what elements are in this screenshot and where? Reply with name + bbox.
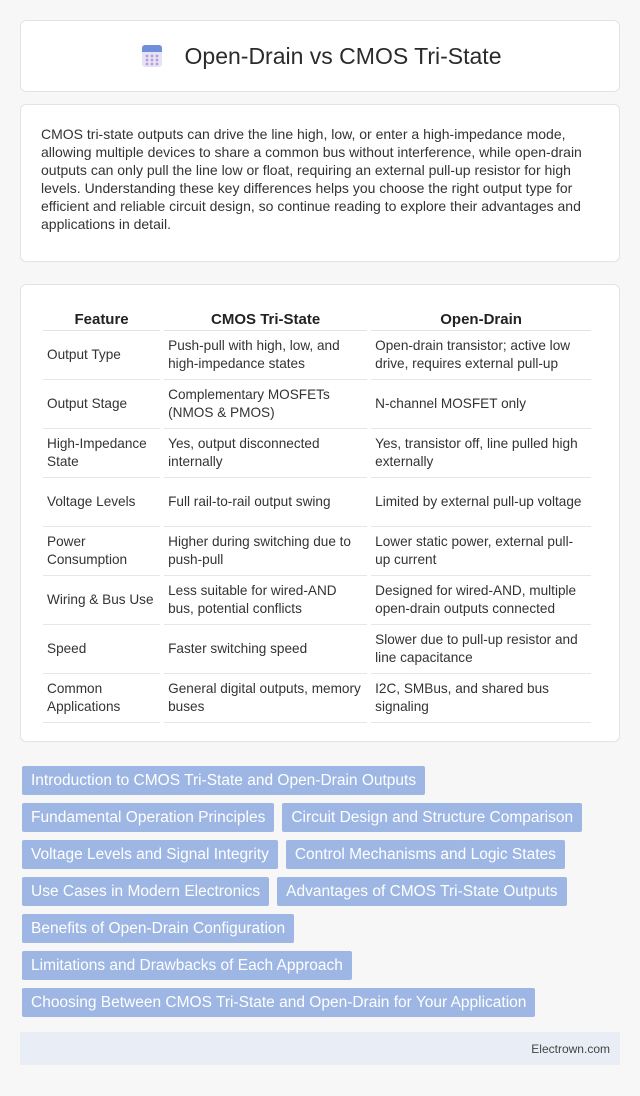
tag-row	[22, 840, 622, 869]
tag-link[interactable]: Limitations and Drawbacks of Each Approach	[22, 951, 352, 980]
tag-link[interactable]: Benefits of Open-Drain Configuration	[22, 914, 294, 943]
footer-brand[interactable]: Electrown.com	[531, 1041, 610, 1056]
table-row	[43, 625, 591, 674]
table-row	[43, 527, 591, 576]
cell-open-drain: Designed for wired-AND, multiple open-drain outputs connected	[371, 576, 591, 625]
cell-cmos: Higher during switching due to push-pull	[164, 527, 367, 576]
tag-link[interactable]: Fundamental Operation Principles	[22, 803, 274, 832]
tag-row	[22, 766, 622, 795]
header-feature: Feature	[43, 303, 160, 331]
cell-feature: Output Stage	[43, 380, 160, 429]
tag-row	[22, 914, 622, 943]
cell-open-drain: N-channel MOSFET only	[371, 380, 591, 429]
tag-link[interactable]: Advantages of CMOS Tri-State Outputs	[277, 877, 566, 906]
comparison-table-card	[20, 284, 620, 742]
table-row	[43, 674, 591, 723]
tag-link[interactable]: Use Cases in Modern Electronics	[22, 877, 269, 906]
intro-text: CMOS tri-state outputs can drive the line high, low, or enter a high-impedance mode, allowing multiple devices to share a common bus without interference, while open-drain outputs can only pull the line low or float, requiring an external pull-up resistor for high levels. Understanding these key differences helps you choose the right output type for efficient and reliable circuit design, so continue reading to explore their advantages and applications in detail.	[41, 126, 582, 232]
header-open-drain: Open-Drain	[371, 303, 591, 331]
cell-open-drain: Limited by external pull-up voltage	[371, 478, 591, 527]
tag-row	[22, 803, 622, 832]
comparison-table	[39, 303, 595, 723]
tag-link[interactable]: Choosing Between CMOS Tri-State and Open-Drain for Your Application	[22, 988, 535, 1017]
topic-tags	[22, 766, 622, 1025]
cell-open-drain: Slower due to pull-up resistor and line capacitance	[371, 625, 591, 674]
cell-open-drain: Yes, transistor off, line pulled high externally	[371, 429, 591, 478]
cell-cmos: Faster switching speed	[164, 625, 367, 674]
tag-link[interactable]: Circuit Design and Structure Comparison	[282, 803, 582, 832]
cell-feature: Speed	[43, 625, 160, 674]
table-header-row	[43, 303, 591, 331]
tag-row	[22, 877, 622, 906]
cell-feature: Voltage Levels	[43, 478, 160, 527]
cell-cmos: Full rail-to-rail output swing	[164, 478, 367, 527]
cell-cmos: Yes, output disconnected internally	[164, 429, 367, 478]
cell-feature: High-Impedance State	[43, 429, 160, 478]
calculator-icon	[139, 43, 165, 69]
tag-link[interactable]: Introduction to CMOS Tri-State and Open-Drain Outputs	[22, 766, 425, 795]
cell-feature: Common Applications	[43, 674, 160, 723]
cell-feature: Wiring & Bus Use	[43, 576, 160, 625]
tag-row	[22, 951, 622, 980]
table-row	[43, 576, 591, 625]
tag-link[interactable]: Control Mechanisms and Logic States	[286, 840, 565, 869]
intro-card	[20, 104, 620, 262]
cell-cmos: General digital outputs, memory buses	[164, 674, 367, 723]
table-row	[43, 478, 591, 527]
cell-open-drain: Open-drain transistor; active low drive, requires external pull-up	[371, 331, 591, 380]
table-row	[43, 331, 591, 380]
cell-cmos: Complementary MOSFETs (NMOS & PMOS)	[164, 380, 367, 429]
table-row	[43, 380, 591, 429]
header-card	[20, 20, 620, 92]
tag-link[interactable]: Voltage Levels and Signal Integrity	[22, 840, 278, 869]
page-title: Open-Drain vs CMOS Tri-State	[184, 42, 502, 69]
table-row	[43, 429, 591, 478]
cell-open-drain: I2C, SMBus, and shared bus signaling	[371, 674, 591, 723]
cell-cmos: Less suitable for wired-AND bus, potential conflicts	[164, 576, 367, 625]
cell-cmos: Push-pull with high, low, and high-impedance states	[164, 331, 367, 380]
cell-feature: Output Type	[43, 331, 160, 380]
cell-feature: Power Consumption	[43, 527, 160, 576]
cell-open-drain: Lower static power, external pull-up current	[371, 527, 591, 576]
footer	[20, 1032, 620, 1065]
header-cmos: CMOS Tri-State	[164, 303, 367, 331]
tag-row	[22, 988, 622, 1017]
